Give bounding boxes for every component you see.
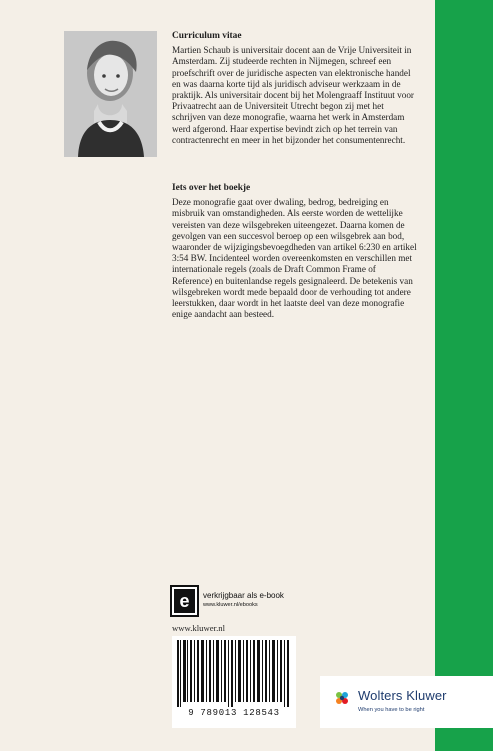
ebook-url[interactable]: www.kluwer.nl/ebooks: [203, 602, 258, 608]
curriculum-vitae-body: Martien Schaub is universitair docent aan de Vrije Universiteit in Amsterdam. Zij studeerde rechten in Nijmegen, schreef een proefschrift over de juridische aspecten van elektronische handel en was daarna korte tijd als juridisch adviseur werkzaam in de praktijk. Als universitair docent bij het Molengraaff Instituut voor Privaatrecht aan de Universiteit Utrecht begon zij met het schrijven van deze monografie, waarna het werk in Amsterdam werd afgerond. Haar expertise bevindt zich op het terrein van contractenrecht en meer in het bijzonder het consumentenrecht.: [172, 45, 414, 145]
publisher-name: Wolters Kluwer: [358, 688, 447, 703]
curriculum-vitae-title: Curriculum vitae: [172, 31, 242, 41]
ebook-label: verkrijgbaar als e-book: [203, 591, 284, 600]
isbn-barcode: [172, 636, 296, 728]
author-photo: [64, 31, 157, 157]
green-side-strip: [435, 0, 493, 751]
barcode-number: 9 789013 128543: [188, 708, 280, 718]
ebook-icon: e: [172, 587, 197, 615]
publisher-tagline: When you have to be right: [358, 707, 425, 713]
wolters-kluwer-logo-icon: [332, 688, 352, 708]
publisher-logo-panel: [320, 676, 493, 728]
book-description-section: [172, 183, 418, 348]
ebook-availability: [172, 585, 322, 625]
curriculum-vitae-section: [172, 31, 418, 171]
book-description-body: Deze monografie gaat over dwaling, bedrog, bedreiging en misbruik van omstandigheden. Als eerste worden de wettelijke vereisten van deze wilsgebreken uiteengezet. Daarna komen de gevolgen van een succesvol beroep op een wilsgebrek aan bod, waaronder de wijzigingsbevoegdheden van artikel 6:230 en artikel 3:54 BW. Incidenteel worden overeenkomsten en verschillen met internationale regels (zoals de Draft Common Frame of Reference) en buitenlandse regels gesignaleerd. De betekenis van wilsgebreken wordt mede bepaald door de verhouding tot andere leerstukken, daar wordt in het laatste deel van deze monografie enige aandacht aan besteed.: [172, 197, 417, 320]
publisher-website[interactable]: www.kluwer.nl: [172, 623, 226, 633]
book-description-title: Iets over het boekje: [172, 183, 251, 193]
